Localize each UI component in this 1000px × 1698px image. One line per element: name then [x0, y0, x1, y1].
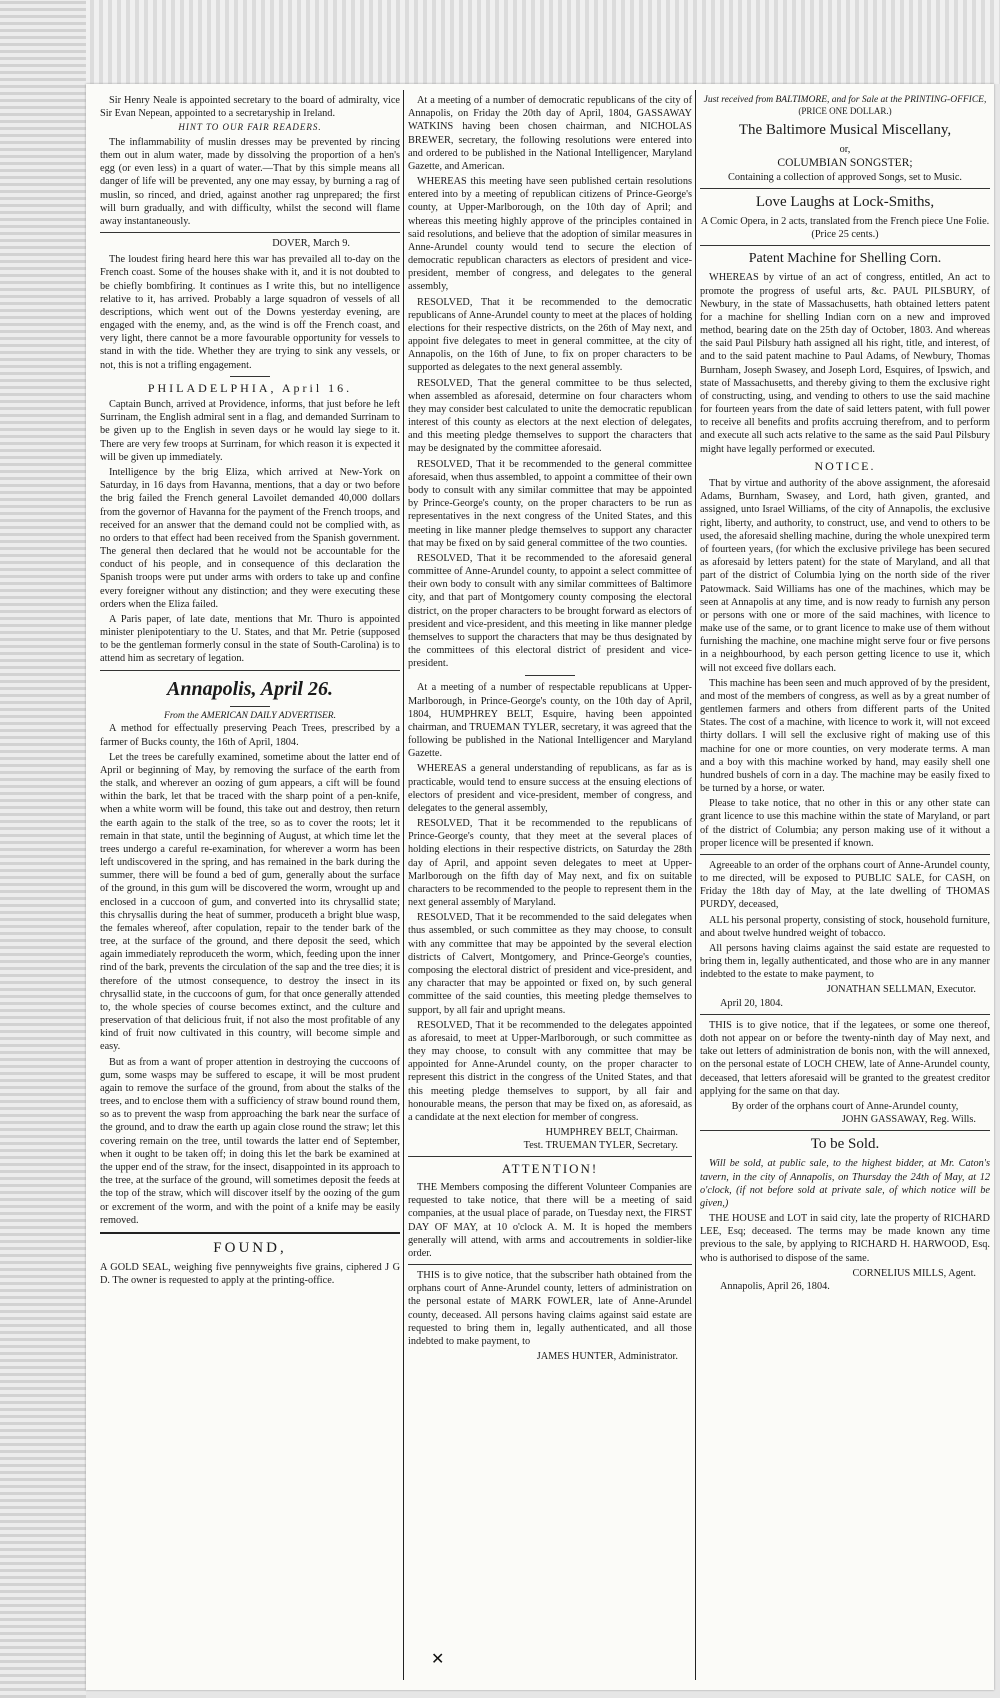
- ad-intro: Just received from BALTIMORE, and for Sale at the PRINTING-OFFICE,: [703, 95, 987, 105]
- article-paragraph: The inflammability of muslin dresses may be prevented by rincing them out in alum water, made by dissolving the proportion of a hen's egg (or even less) in a quart of water.—That by this simple means all danger of life will be prevented, any one may essay, by burning a rag of muslin, so rinced, and dried, against another rag unprepared; the first will burn gradually, and with difficulty, whilst the second will flame away instantaneously.: [100, 136, 400, 227]
- ad-heading: NOTICE.: [814, 458, 876, 473]
- divider: [408, 1264, 692, 1265]
- ad-paragraph: ALL his personal property, consisting of stock, household furniture, and about twelve hundred weight of tobacco.: [700, 914, 990, 939]
- divider: [525, 675, 575, 676]
- dateline: PHILADELPHIA, April 16.: [147, 380, 353, 395]
- column-2: [408, 94, 692, 1363]
- resolution-paragraph: RESOLVED, That it be recommended to the aforesaid general committee of Anne-Arundel county, to appoint a select committee of their own body to consult with any similar committees of Baltimore city, and that part of Montgomery county composing the electoral district, on the proper characters to be brought forward as electors of president and vice-president, and this meeting in like manner pledge themselves to support the characters that may be thus designated by the committees of this electoral district of president and vice-president.: [408, 552, 692, 670]
- ad-heading: Love Laughs at Lock-Smiths,: [755, 193, 935, 210]
- handwritten-mark: ✕: [431, 1649, 445, 1668]
- article-paragraph: The loudest firing heard here this war has prevailed all to-day on the French coast. Some of the houses shake with it, and it is not doubted to be chiefly bombfiring. It continues as I write this, but no intelligence relative to it, has arrived. Probably a large squadron of vessels of all descriptions, which went out of the Downs yesterday evening, are engaged with the enemy, and, as the wind is off the French coast, and very light, there cannot be a more favourable opportunity for vessels to stand in with the tide. Whether they are trying to sink any vessels, or not, this is not a trifling engagement.: [100, 254, 400, 371]
- date-line: April 20, 1804.: [720, 997, 783, 1009]
- divider: [100, 232, 400, 233]
- article-paragraph: At a meeting of a number of democratic republicans of the city of Annapolis, on Friday the 20th day of April, 1804, GASSAWAY WATKINS having been chosen chairman, and NICHOLAS BREWER, secretary, the following resolutions were entered into and ordered to be published in the National Intelligencer, Maryland Gazette, and American.: [408, 95, 692, 172]
- article-paragraph: But as from a want of proper attention in destroying the cuccoons of gum, some wasps may be suffered to escape, it will be most prudent again to remove the surface of the ground, from about the stalks of the trees, and to enclose them with a sufficiency of straw bound round them, so as to prevent the wasp from approaching the bark near the surface of the ground, and to draw the earth up again close round the straw; let this covering remain on the tree, until towards the latter end of September, when it ought to be taken off; in doing this let the bark be examined at the upper end of the straw, for the insect, disappointed in its approach to the tree, at the surface of the ground, will sometimes deposit the feeds at the top of the straw, which will discover itself by the oozing of the gum or excrement of the worm, and with the point of a knife may be easily removed.: [100, 1056, 400, 1226]
- divider: [230, 376, 270, 377]
- divider: [700, 1014, 990, 1015]
- column-rule: [403, 90, 404, 1680]
- ad-paragraph: Agreeable to an order of the orphans court of Anne-Arundel county, to me directed, will be exposed to PUBLIC SALE, for CASH, on Friday the 18th day of May, at the late dwelling of THOMAS PURDY, deceased,: [700, 859, 990, 911]
- article-paragraph: A Paris paper, of late date, mentions that Mr. Thuro is appointed minister plenipotentiary to the U. States, and that Mr. Petrie (supposed to be the gentleman formerly consul in the state of South-Carolina) is to attend him as secretary of legation.: [100, 613, 400, 665]
- signature-line: Test. TRUEMAN TYLER, Secretary.: [523, 1140, 678, 1152]
- divider: [700, 245, 990, 246]
- ad-line: A Comic Opera, in 2 acts, translated from the French piece Une Folie. (Price 25 cents.): [700, 216, 990, 241]
- ad-paragraph: THE HOUSE and LOT in said city, late the property of RICHARD LEE, Esq; deceased. The terms may be made known any time previous to the sale, by applying to RICHARD H. HARWOOD, Esq. who is authorised to dispose of the same.: [700, 1213, 990, 1264]
- ad-paragraph: WHEREAS by virtue of an act of congress, entitled, An act to promote the progress of useful arts, &c. PAUL PILSBURY, of Newbury, in the state of Massachusetts, hath obtained letters patent for a machine for shelling Indian corn on a new and improved method, bearing date on the 25th day of October, 1803. And whereas the said Paul Pilsbury hath assigned all his right, title, and interest, of and to the said patent machine to Paul Adams, of Newbury, Thomas Burnham, Joseph Swasey, and Joseph Lord, Esquires, of Ipswich, and state of Massachusetts, and thereby giving to them the exclusive right of constructing, using, and vending to others to use the said machine for fourteen years from the date of said letters patent, with full power to receive all benefits and profits accruing therefrom, and to perform and execute all such acts relative to the same as the said Paul Pilsbury might have legally performed or executed.: [700, 272, 990, 455]
- ad-heading: To be Sold.: [810, 1136, 880, 1153]
- article-paragraph: Captain Bunch, arrived at Providence, informs, that just before he left Surrinam, the English admiral sent in a flag, and demanded Surrinam to be given up to the English in seven days or he would lay siege to it. There are very few troops at Surrinam, for which reason it is expected it will be given up immediately.: [100, 399, 400, 463]
- section-heading: Annapolis, April 26.: [167, 677, 333, 700]
- article-paragraph: Sir Henry Neale is appointed secretary to the board of admiralty, vice Sir Evan Nepean, appointed to a secretaryship in Ireland.: [100, 95, 400, 120]
- signature-line: JAMES HUNTER, Administrator.: [536, 1351, 678, 1363]
- ad-paragraph: Will be sold, at public sale, to the highest bidder, at Mr. Caton's tavern, in the city of Annapolis, on Thursday the 24th of May, at 12 o'clock, (if not before sold at private sale, of which notice will be given,): [700, 1158, 990, 1209]
- resolution-paragraph: RESOLVED, That it be recommended to the delegates appointed as aforesaid, to meet at Upper-Marlborough, or such committee as they may choose, to consult with any committee that may be appointed for Anne-Arundel county, on the proper character to represent this district in the congress of the United States, and that this meeting pledge themselves to support, by all fair and honourable means, the person that may be fixed on, as aforesaid, as a candidate at the next election for member of congress.: [408, 1019, 692, 1123]
- date-line: Annapolis, April 26, 1804.: [720, 1280, 830, 1292]
- signature-line: JONATHAN SELLMAN, Executor.: [826, 984, 976, 996]
- ad-paragraph: That by virtue and authority of the above assignment, the aforesaid Adams, Burnham, Swasey, and Lord, hath given, granted, and assigned, unto Israel Williams, of the city of Annapolis, the exclusive right, liberty, and authority, to construct, use, and vend to others to be used, the aforesaid shelling machine, during the whole unexpired term of fourteen years, (for which the exclusive privilege has been secured as aforesaid by letters patent) for the state of Maryland, and all that part of the district of Columbia lying on the north side of the river Patowmack. Said Williams has one of the machines, which may be seen at Annapolis at any time, and is now ready to furnish any person or persons with one or more of the said machines, with licence to make use of the same, or to grant licence to make use of them without furnishing the machine, one machine might serve four or five persons in a neighbourhood, by each person getting licence to use it, which will not exceed five dollars each.: [700, 478, 990, 674]
- column-3: [700, 94, 990, 1293]
- signature-line: CORNELIUS MILLS, Agent.: [852, 1267, 976, 1279]
- ad-line: or,: [839, 143, 851, 155]
- notice-paragraph: THE Members composing the different Volunteer Companies are requested to take notice, that there will be a meeting of said companies, at the usual place of parade, on Tuesday next, the FIRST DAY OF MAY, at 10 o'clock A. M. It is hoped the members generally will attend, with arms and accoutrements in soldier-like order.: [408, 1182, 692, 1259]
- resolution-paragraph: RESOLVED, That it be recommended to the general committee aforesaid, when thus assembled, to appoint a committee of their own body to consult with any similar committee that may be appointed by Prince-George's county, on the proper characters to be run as representatives in the next congress of the United States, and this meeting in like manner pledge themselves to support any character that may be fixed on by said general committee of the two counties.: [408, 458, 692, 549]
- ad-heading: ATTENTION!: [501, 1161, 599, 1177]
- article-paragraph: A method for effectually preserving Peach Trees, prescribed by a farmer of Bucks county, the 16th of April, 1804.: [100, 723, 400, 748]
- divider: [700, 1130, 990, 1131]
- divider: [408, 1156, 692, 1157]
- ad-paragraph: A GOLD SEAL, weighing five pennyweights five grains, ciphered J G D. The owner is requested to apply at the printing-office.: [100, 1262, 400, 1287]
- signature-line: JOHN GASSAWAY, Reg. Wills.: [841, 1114, 976, 1126]
- order-line: By order of the orphans court of Anne-Arundel county,: [731, 1100, 959, 1112]
- article-paragraph: Let the trees be carefully examined, sometime about the latter end of April or beginning of May, by removing the surface of the earth from the stalk, and wherever an oozing of gum appears, a cift will be found within the bark, let that be traced with the sharp point of a pen-knife, when a white worm will be found, this take out and destroy, then return the earth again to the stalk of the tree, so as to cover the roots; let it remain in that state, until the beginning of August, at which time let the trees undergo a careful re-examination, for wherever a worm has been left undiscovered in the spring, and has remained in the bark during the summer, there will be found a bed of gum, generally about the surface of the ground, in this gum will be discovered the worm, wrought up and enclosed in a cuccoon of gum, and converted into its chrysallid state; this chrysallis during the heat of summer, produceth a bright blue wasp, the females whereof, after copulation, repair to the tender bark of the tree, at the surface of the ground, and there deposit the seed, which again immediately reproduceth the worm, which, feeding upon the inner rind of the bark, prevents the circulation of the sap and the tree dies; it is therefore of the utmost consequence, to destroy the insect in its chrysallid state, in the cuccoons of gum, for that once generally attended to, the whole species of course becomes extinct, and the culture and preservation of that delicious fruit, if not also the most profitable of any kind of fruit now cultivated in this country, will become simple and easy.: [100, 751, 400, 1053]
- resolution-paragraph: RESOLVED, That the general committee to be thus selected, when assembled as aforesaid, determine on four characters whom they may consider best calculated to unite the democratic republican interest of this county as electors at the next election of delegates, and this meeting pledge themselves to support the characters that may be designated by the committee aforesaid.: [408, 377, 692, 455]
- divider: [100, 1232, 400, 1234]
- scan-top-edge: [0, 0, 1000, 84]
- divider: [700, 188, 990, 189]
- scan-left-edge: [0, 0, 86, 1698]
- ad-paragraph: Please to take notice, that no other in this or any other state can grant licence to use this machine within the state of Maryland, or part of the district of Columbia; any person making use of it without a proper licence will be presented if known.: [700, 798, 990, 849]
- resolution-paragraph: RESOLVED, That it be recommended to the democratic republicans of Anne-Arundel county to meet at the places of holding elections for their respective districts, on the 26th of May next, and appoint five delegates to meet in general committee, at the city of Annapolis, on the 16th of June, to fix on proper characters to be supported as delegates to the next general assembly.: [408, 296, 692, 374]
- ad-line: Containing a collection of approved Songs, set to Music.: [728, 171, 962, 183]
- ad-heading: Patent Machine for Shelling Corn.: [748, 251, 942, 267]
- resolution-paragraph: RESOLVED, That it be recommended to the republicans of Prince-George's county, that they meet at the several places of holding elections in their respective districts, on Saturday the 28th day of April, and appoint seven delegates to meet at Upper-Marlborough on the fifth day of May next, and fix on suitable characters to be recommended to the people to represent them in the next general assembly of Maryland.: [408, 818, 692, 909]
- ad-line: COLUMBIAN SONGSTER;: [777, 157, 913, 170]
- ad-paragraph: THIS is to give notice, that if the legatees, or some one thereof, doth not appear on or before the twenty-ninth day of May next, and take out letters of administration de bonis non, with the will annexed, on the personal estate of LOCH CHEW, late of Anne-Arundel county, deceased, that letters aforesaid will be granted to the greatest creditor applying for the same on that day.: [700, 1019, 990, 1097]
- notice-paragraph: THIS is to give notice, that the subscriber hath obtained from the orphans court of Anne-Arundel county, letters of administration on the personal estate of MARK FOWLER, late of Anne-Arundel county, deceased. All persons having claims against said estate are requested to bring them in, legally authenticated, and all those indebted to make payment, to: [408, 1270, 692, 1347]
- column-rule: [695, 90, 696, 1680]
- source-heading: From the AMERICAN DAILY ADVERTISER.: [164, 711, 336, 722]
- column-1: [100, 94, 400, 1289]
- ad-paragraph: All persons having claims against the said estate are requested to bring them in, legally authenticated, and those who are in any manner indebted to the estate to make payment, to: [700, 942, 990, 981]
- price-line: (PRICE ONE DOLLAR.): [798, 106, 892, 117]
- dateline: DOVER, March 9.: [272, 238, 350, 250]
- section-heading: HINT TO OUR FAIR READERS.: [178, 122, 322, 133]
- divider: [700, 854, 990, 855]
- ad-heading: FOUND,: [213, 1239, 287, 1256]
- newspaper-page: [86, 84, 994, 1690]
- article-paragraph: WHEREAS a general understanding of republicans, as far as is practicable, would tend to ensure success at the ensuing elections of electors of president and vice-president, member of congress, and delegates to the general assembly,: [408, 763, 692, 814]
- resolution-paragraph: RESOLVED, That it be recommended to the said delegates when thus assembled, or such committee as they may choose, to consult with any committee that may be appointed by the several election districts of Calvert, Montgomery, and Prince-George's counties, composing the electoral district of president and vice-president, and any character that may be appointed or fixed on, by such general committee of the said counties, this meeting pledge themselves to support, by all fair and upright means.: [408, 912, 692, 1016]
- article-paragraph: Intelligence by the brig Eliza, which arrived at New-York on Saturday, in 16 days from Havanna, mentions, that a day or two before the brig failed the French general Lavoilet demanded 40,000 dollars from the governor of Havanna for the payment of the French troops, and received for an answer that the demand could not be complied with, as no orders to that effect had been received from the Spanish government. The general then declared that he would not be accountable for the conduct of his people, and in consequence of this declaration the Spanish troops were put under arms with orders to take up and confine every foreigner without any distinction; and they were executing these orders when the Eliza failed.: [100, 467, 400, 610]
- signature-line: HUMPHREY BELT, Chairman.: [545, 1127, 678, 1139]
- divider: [100, 670, 400, 671]
- article-paragraph: At a meeting of a number of respectable republicans at Upper-Marlborough, in Prince-George's county, on the 10th day of April, 1804, HUMPHREY BELT, Esquire, having been appointed chairman, and TRUEMAN TYLER, secretary, it was agreed that the following be published in the National Intelligencer and Maryland Gazette.: [408, 682, 692, 760]
- ad-heading: The Baltimore Musical Miscellany,: [738, 121, 952, 138]
- divider: [230, 706, 270, 707]
- ad-paragraph: This machine has been seen and much approved of by the president, and most of the members of congress, as well as by a great number of gentlemen farmers and others from different parts of the United States. The cost of a machine, with licence to work it, will not exceed thirty dollars. I will sell the exclusive right of making use of this machine for one or more counties, on very moderate terms. A man and a boy with this machine worked by hand, may easily shell one hundred bushels of corn in a day. The machine may be easily fixed to be turned by a horse, or water.: [700, 677, 990, 795]
- article-paragraph: WHEREAS this meeting have seen published certain resolutions entered into by a meeting of republican citizens of Prince-George's county, at Upper-Marlborough, on the 10th day of April; and whereas this meeting highly approve of the principles contained in said resolutions, and believe that the adoption of similar measures in Anne-Arundel county would tend to secure the election of democratic republican characters as electors of president and vice-president, member of congress, and delegates to the general assembly,: [408, 176, 692, 293]
